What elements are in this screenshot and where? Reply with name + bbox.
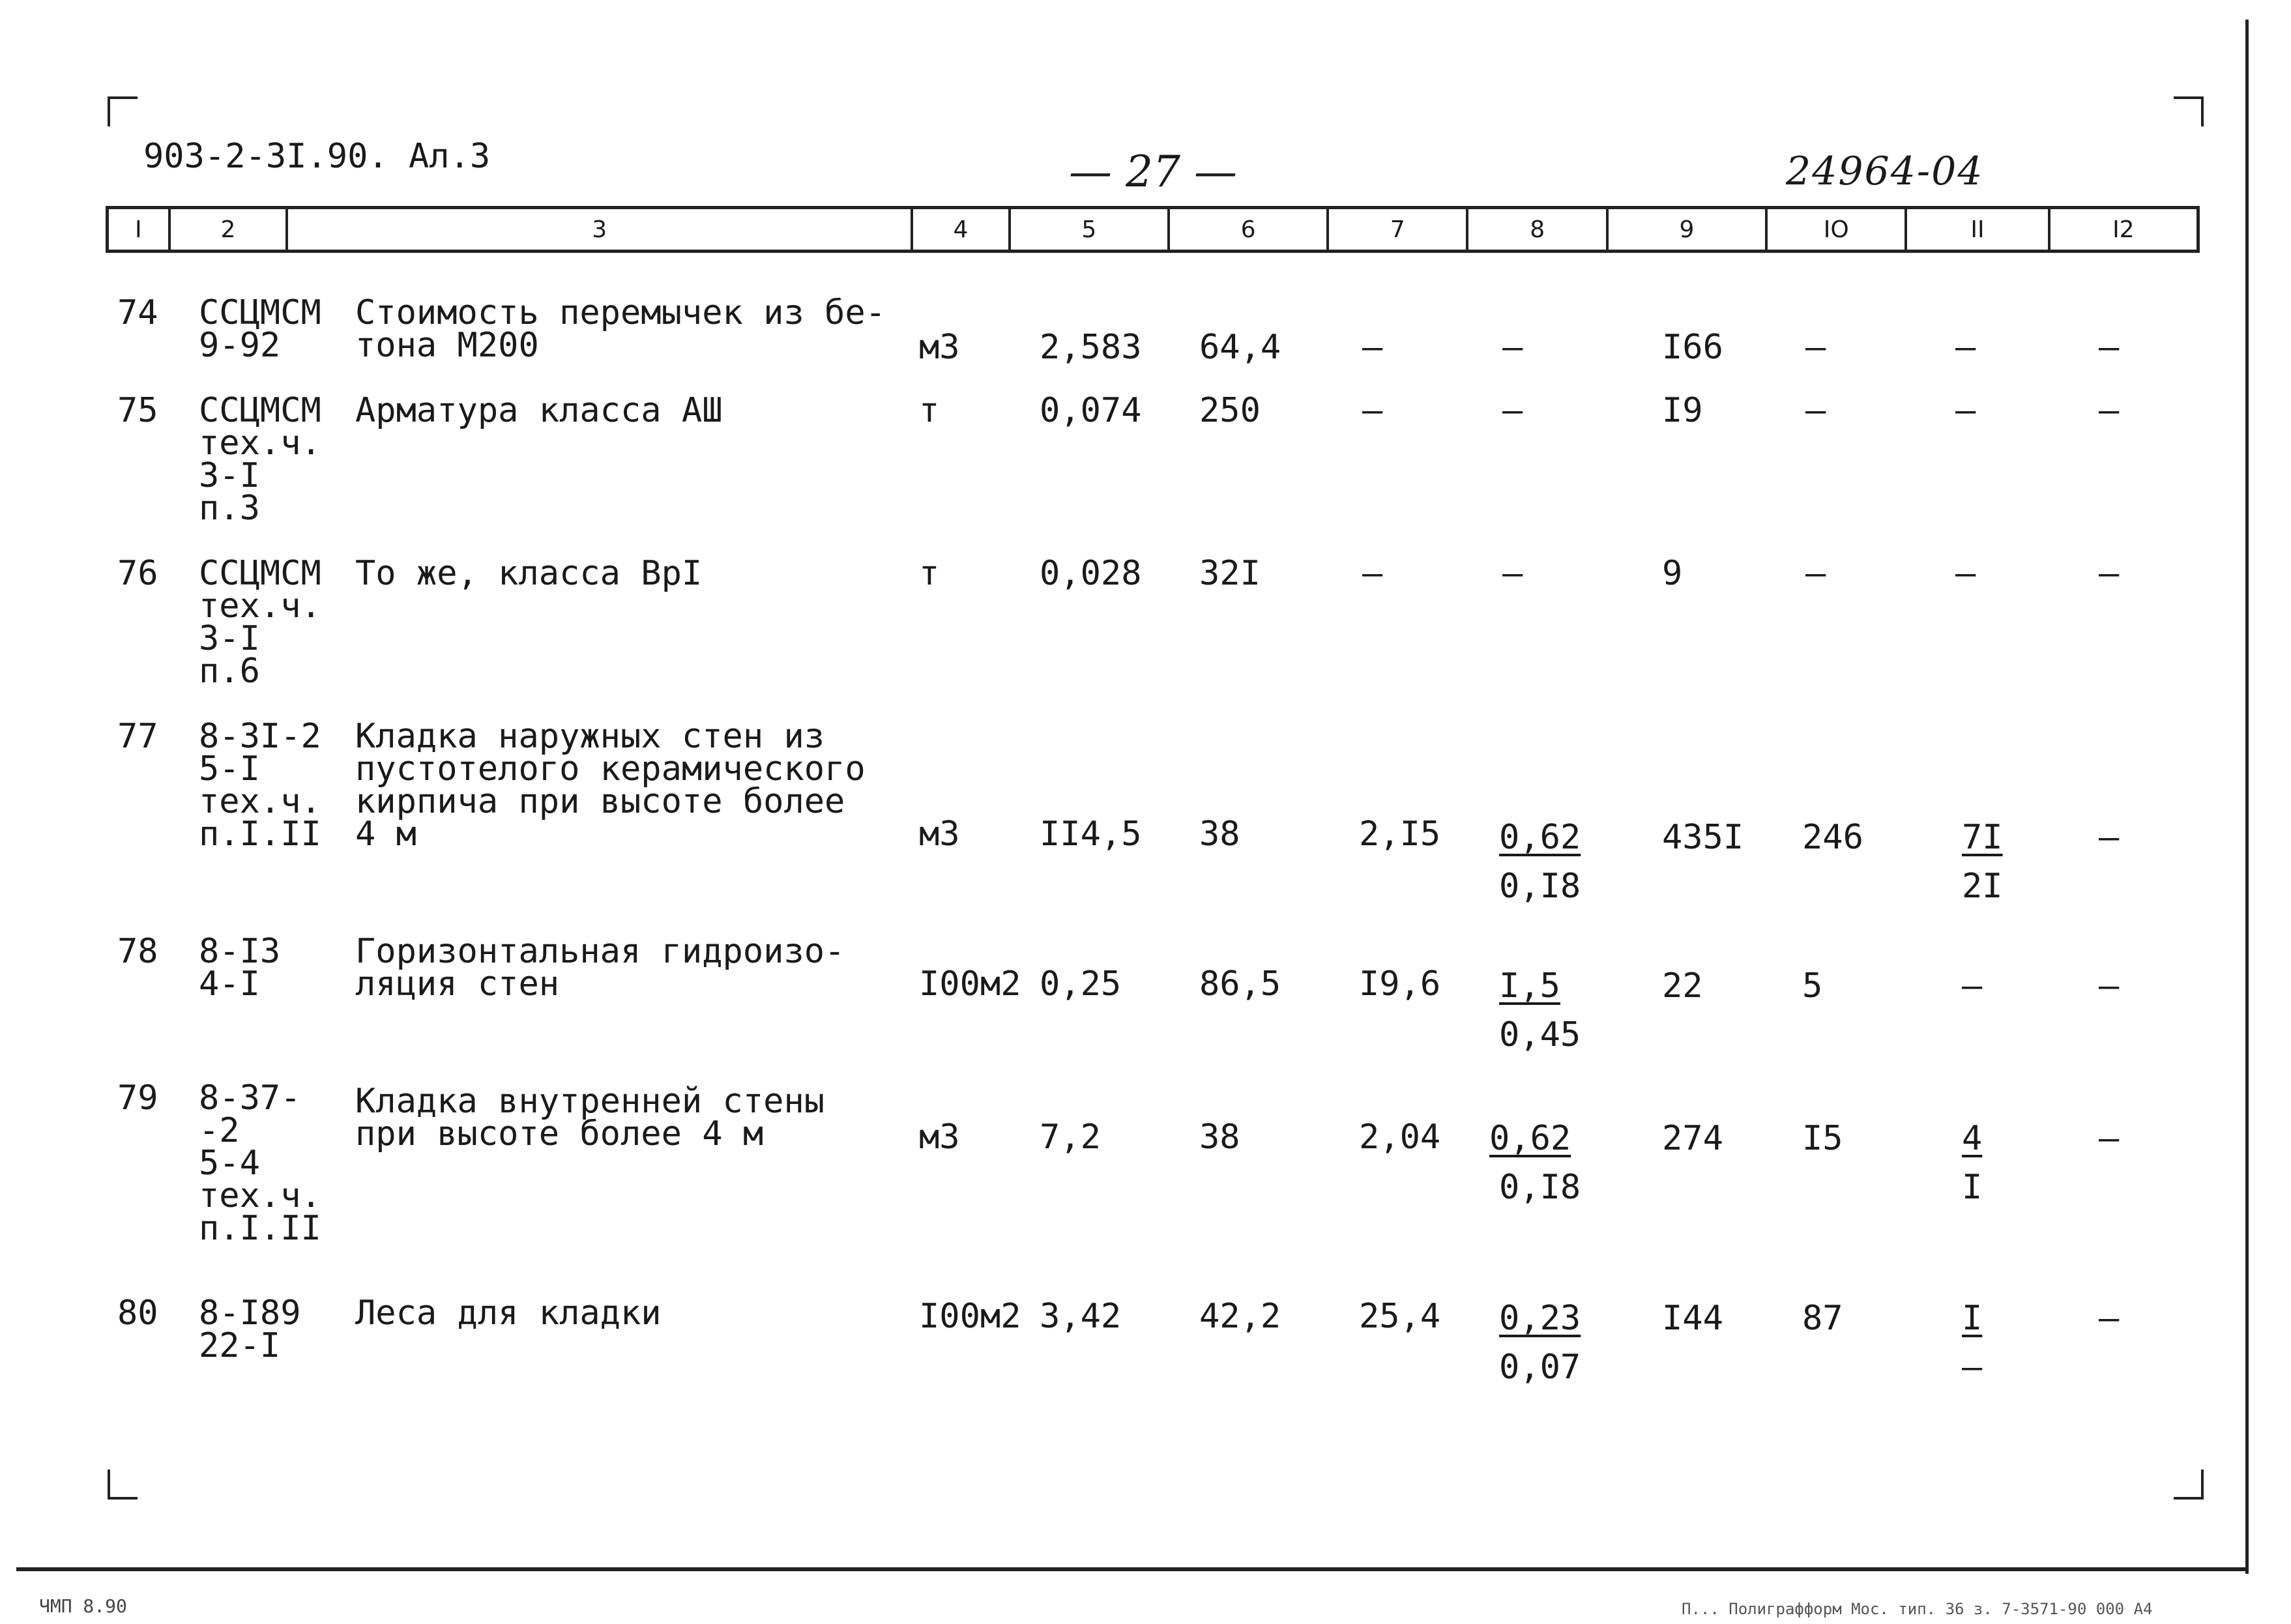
cell-8-denominator: 0,45 xyxy=(1499,1015,1581,1054)
work-name: Кладка внутренней стены при высоте более 4 м xyxy=(355,1082,825,1153)
cell-9: I44 xyxy=(1662,1299,1723,1338)
norm-code: 8-3I-2 5-I тех.ч. п.I.II xyxy=(199,717,321,854)
cell-10: – xyxy=(1805,328,1826,367)
cell-8-numerator: 0,62 xyxy=(1489,1119,1571,1158)
cell-8-denominator: 0,07 xyxy=(1499,1348,1581,1387)
cell-8-denominator: 0,I8 xyxy=(1499,1168,1581,1207)
cell-7: – xyxy=(1362,554,1383,593)
column-header: II xyxy=(1907,209,2050,250)
cell-11-numerator: 4 xyxy=(1962,1119,1983,1158)
page-number: — 27 — xyxy=(1069,147,1237,197)
column-header: I2 xyxy=(2112,216,2135,243)
column-header: 9 xyxy=(1609,209,1768,250)
cell-7: 25,4 xyxy=(1359,1297,1441,1336)
corner-mark-bottom-left xyxy=(108,1470,138,1500)
cell-12: – xyxy=(2099,391,2120,430)
cell-10: 246 xyxy=(1802,818,1863,857)
cell-11-denominator: – xyxy=(1962,1348,1983,1387)
cell-5: 7,2 xyxy=(1040,1118,1101,1157)
row-number: 79 xyxy=(117,1079,158,1118)
corner-mark-top-left xyxy=(108,96,138,126)
column-header: 2 xyxy=(171,209,288,250)
work-name: Стоимость перемычек из бе- тона М200 xyxy=(355,293,886,365)
norm-code: 8-I3 4-I xyxy=(199,932,281,1004)
cell-8: – xyxy=(1502,328,1523,367)
cell-6: 250 xyxy=(1199,391,1261,430)
column-header: I xyxy=(109,209,171,250)
cell-7: 2,04 xyxy=(1359,1118,1441,1157)
cell-11: – xyxy=(1955,328,1976,367)
work-name: Горизонтальная гидроизо- ляция стен xyxy=(355,932,845,1004)
cell-11-denominator: 2I xyxy=(1962,867,2003,906)
cell-8-denominator: 0,I8 xyxy=(1499,867,1581,906)
cell-5: II4,5 xyxy=(1040,815,1142,854)
table-header xyxy=(106,206,2200,253)
row-number: 76 xyxy=(117,554,158,593)
norm-code: ССЦМСМ тех.ч. 3-I п.3 xyxy=(199,391,321,528)
column-header: 3 xyxy=(288,209,913,250)
cell-12: – xyxy=(2099,966,2120,1006)
cell-12: – xyxy=(2099,328,2120,367)
cell-6: 38 xyxy=(1199,815,1240,854)
cell-9: I9 xyxy=(1662,391,1703,430)
cell-12: – xyxy=(2099,554,2120,593)
corner-mark-bottom-right xyxy=(2174,1470,2204,1500)
footer-form-code: ЧМП 8.90 xyxy=(39,1595,127,1617)
cell-11: – xyxy=(1955,554,1976,593)
norm-code: ССЦМСМ 9-92 xyxy=(199,293,321,365)
cell-5: 3,42 xyxy=(1040,1297,1122,1336)
work-name: Кладка наружных стен из пустотелого керамического кирпича при высоте более 4 м xyxy=(355,717,866,854)
unit: м3 xyxy=(919,815,960,854)
unit: т xyxy=(919,554,940,593)
cell-5: 0,028 xyxy=(1040,554,1142,593)
cell-9: 435I xyxy=(1662,818,1744,857)
cell-8-numerator: 0,23 xyxy=(1499,1299,1581,1338)
right-border-line xyxy=(2245,20,2249,1574)
work-name: Арматура класса АШ xyxy=(355,391,723,430)
cell-8-numerator: I,5 xyxy=(1499,966,1560,1006)
cell-9: 9 xyxy=(1662,554,1683,593)
cell-11: – xyxy=(1955,391,1976,430)
cell-10: 5 xyxy=(1802,966,1823,1006)
cell-5: 0,25 xyxy=(1040,964,1122,1004)
norm-code: ССЦМСМ тех.ч. 3-I п.6 xyxy=(199,554,321,691)
column-header: 4 xyxy=(913,209,1011,250)
cell-12: – xyxy=(2099,818,2120,857)
norm-code: 8-37- -2 5-4 тех.ч. п.I.II xyxy=(199,1079,321,1248)
unit: т xyxy=(919,391,940,430)
cell-12: – xyxy=(2099,1119,2120,1158)
cell-8-numerator: 0,62 xyxy=(1499,818,1581,857)
corner-mark-top-right xyxy=(2174,96,2204,126)
row-number: 77 xyxy=(117,717,158,756)
column-header: 7 xyxy=(1329,209,1468,250)
cell-6: 86,5 xyxy=(1199,964,1281,1004)
cell-8: – xyxy=(1502,554,1523,593)
cell-11-denominator: I xyxy=(1962,1168,1983,1207)
work-name: Леса для кладки xyxy=(355,1294,662,1333)
unit: м3 xyxy=(919,328,960,367)
cell-9: I66 xyxy=(1662,328,1723,367)
cell-12: – xyxy=(2099,1299,2120,1338)
row-number: 78 xyxy=(117,932,158,971)
footer-print-info: П... Полиграфформ Мос. тип. 36 з. 7-3571-90 000 А4 xyxy=(1682,1600,2153,1618)
cell-10: – xyxy=(1805,554,1826,593)
work-name: То же, класса ВрI xyxy=(355,554,703,593)
column-header: IO xyxy=(1768,209,1907,250)
cell-11: – xyxy=(1962,966,1983,1006)
column-header: 8 xyxy=(1468,209,1608,250)
cell-9: 274 xyxy=(1662,1119,1723,1158)
row-number: 80 xyxy=(117,1294,158,1333)
cell-9: 22 xyxy=(1662,966,1703,1006)
cell-8: – xyxy=(1502,391,1523,430)
cell-7: – xyxy=(1362,391,1383,430)
reference-number: 24964-04 xyxy=(1786,149,1984,194)
column-header: 6 xyxy=(1170,209,1329,250)
unit: I00м2 xyxy=(919,1297,1021,1336)
cell-6: 38 xyxy=(1199,1118,1240,1157)
cell-7: – xyxy=(1362,328,1383,367)
cell-10: – xyxy=(1805,391,1826,430)
cell-10: I5 xyxy=(1802,1119,1843,1158)
cell-7: I9,6 xyxy=(1359,964,1441,1004)
cell-5: 2,583 xyxy=(1040,328,1142,367)
row-number: 74 xyxy=(117,293,158,332)
bottom-border-line xyxy=(16,1567,2249,1571)
column-header: 5 xyxy=(1011,209,1170,250)
cell-10: 87 xyxy=(1802,1299,1843,1338)
cell-6: 32I xyxy=(1199,554,1261,593)
cell-7: 2,I5 xyxy=(1359,815,1441,854)
unit: м3 xyxy=(919,1118,960,1157)
norm-code: 8-I89 22-I xyxy=(199,1294,301,1365)
cell-5: 0,074 xyxy=(1040,391,1142,430)
cell-11-numerator: I xyxy=(1962,1299,1983,1338)
cell-11-numerator: 7I xyxy=(1962,818,2003,857)
document-code: 903-2-3I.90. Ал.3 xyxy=(143,137,491,176)
row-number: 75 xyxy=(117,391,158,430)
cell-6: 64,4 xyxy=(1199,328,1281,367)
cell-6: 42,2 xyxy=(1199,1297,1281,1336)
unit: I00м2 xyxy=(919,964,1021,1004)
